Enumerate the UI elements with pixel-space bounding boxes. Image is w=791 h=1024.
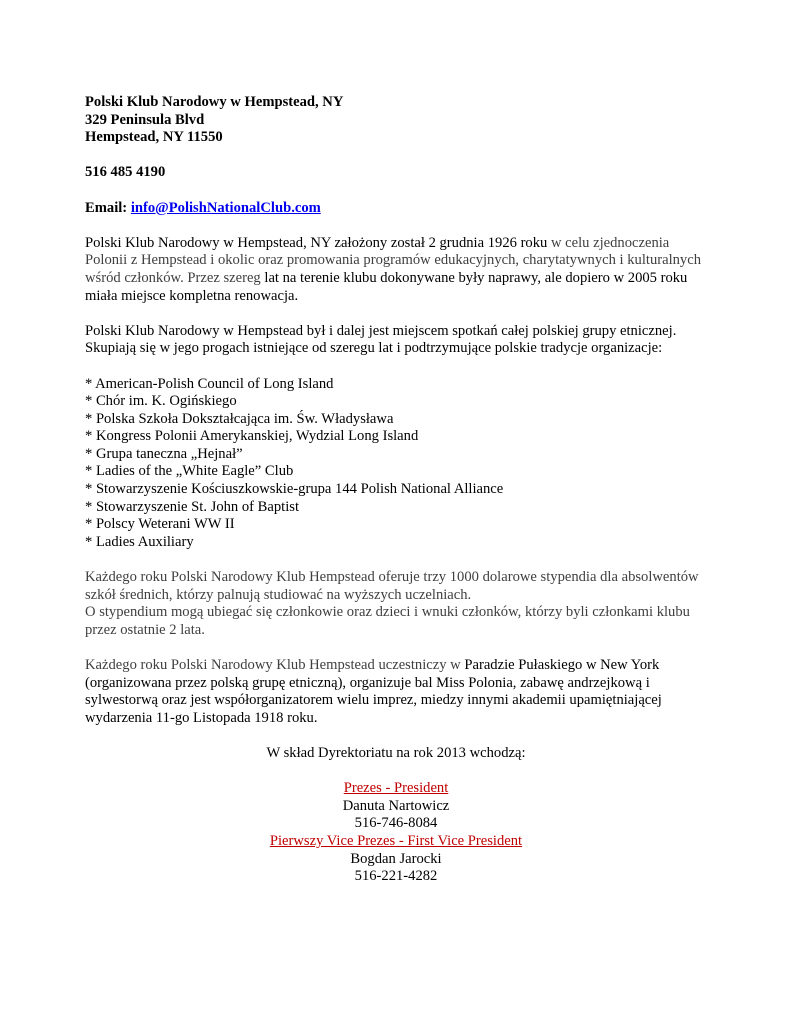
events-text-part3: (organizowana przez polską grupę etniczną), organizuje bal Miss Polonia, zabawę andrzejkową i sylwestorwą oraz jest współorganizatorem wielu imprez, miedzy innymi akademii upamiętniającej wydarzenia 11-go Listopada 1918 roku. (85, 674, 662, 726)
history-text-part2: w celu zjednoczenia Polonii z Hempstead i okolic oraz promowania programów edukacyjnych, charytatywnych i kulturalnych wśród członków. Przez szereg (85, 234, 702, 286)
board-member-phone: 516-221-4282 (354, 868, 438, 885)
club-phone: 516 485 4190 (85, 164, 166, 181)
board-member-name: Danuta Nartowicz (342, 797, 450, 814)
history-paragraph (85, 235, 710, 305)
scholarship-text-2: O stypendium mogą ubiegać się członkowie oraz dzieci i wnuki członków, którzy byli członkami klubu przez ostatnie 2 lata. (85, 604, 690, 638)
history-text-part3: lat na terenie klubu dokonywane były naprawy, ale dopiero w 2005 roku miała miejsce kompletna renowacja. (85, 269, 688, 304)
board-member-phone: 516-746-8084 (354, 815, 438, 832)
list-item: * American-Polish Council of Long Island (85, 375, 334, 392)
club-address-block (85, 94, 710, 147)
list-item: * Chór im. K. Ogińskiego (85, 393, 237, 410)
club-name: Polski Klub Narodowy w Hempstead, NY (85, 94, 344, 110)
club-city: Hempstead, NY 11550 (85, 129, 223, 146)
organization-list (85, 376, 710, 552)
board-member-role (85, 833, 707, 851)
list-item: * Grupa taneczna „Hejnał” (85, 445, 243, 462)
community-text-part1: Polski Klub Narodowy w Hempstead był i dalej jest miejscem spotkań całej polskiej grupy etnicznej (85, 322, 673, 339)
board-member-name: Bogdan Jarocki (350, 850, 442, 867)
role-link-first-vice-president[interactable]: Pierwszy Vice Prezes - First Vice President (269, 832, 523, 849)
board-member-role (85, 780, 707, 798)
scholarship-text-1: Każdego roku Polski Narodowy Klub Hempstead oferuje trzy 1000 dolarowe stypendia dla absolwentów szkół średnich, którzy palnują studiować na wyższych uczelniach. (85, 569, 699, 603)
email-line (85, 200, 710, 218)
history-text-part1: Polski Klub Narodowy w Hempstead, NY założony został 2 grudnia 1926 roku (85, 234, 548, 251)
scholarship-paragraph (85, 569, 710, 639)
list-item: * Stowarzyszenie St. John of Baptist (85, 498, 300, 515)
email-label: Email: (85, 199, 128, 216)
club-street: 329 Peninsula Blvd (85, 111, 205, 128)
events-text-part2: Paradzie Pułaskiego w New York (464, 657, 660, 673)
events-paragraph (85, 657, 710, 727)
board-heading: W skład Dyrektoriatu na rok 2013 wchodzą: (266, 744, 526, 761)
board-section (85, 745, 707, 886)
community-text-part2: . Skupiają się w jego progach istniejące od szeregu lat i podtrzymujące polskie tradycje organizacje: (85, 322, 677, 357)
email-link[interactable]: info@PolishNationalClub.com (130, 199, 321, 216)
list-item: * Polska Szkoła Dokształcająca im. Św. Władysława (85, 410, 394, 427)
community-paragraph (85, 323, 710, 358)
events-text-part1: Każdego roku Polski Narodowy Klub Hempstead uczestniczy w (85, 657, 465, 673)
list-item: * Kongress Polonii Amerykanskiej, Wydzial Long Island (85, 428, 419, 445)
list-item: * Ladies of the „White Eagle” Club (85, 463, 294, 480)
document-page (85, 94, 710, 886)
role-link-president[interactable]: Prezes - President (343, 780, 449, 797)
list-item: * Stowarzyszenie Kościuszkowskie-grupa 144 Polish National Alliance (85, 481, 504, 498)
list-item: * Ladies Auxiliary (85, 533, 194, 550)
list-item: * Polscy Weterani WW II (85, 516, 235, 533)
